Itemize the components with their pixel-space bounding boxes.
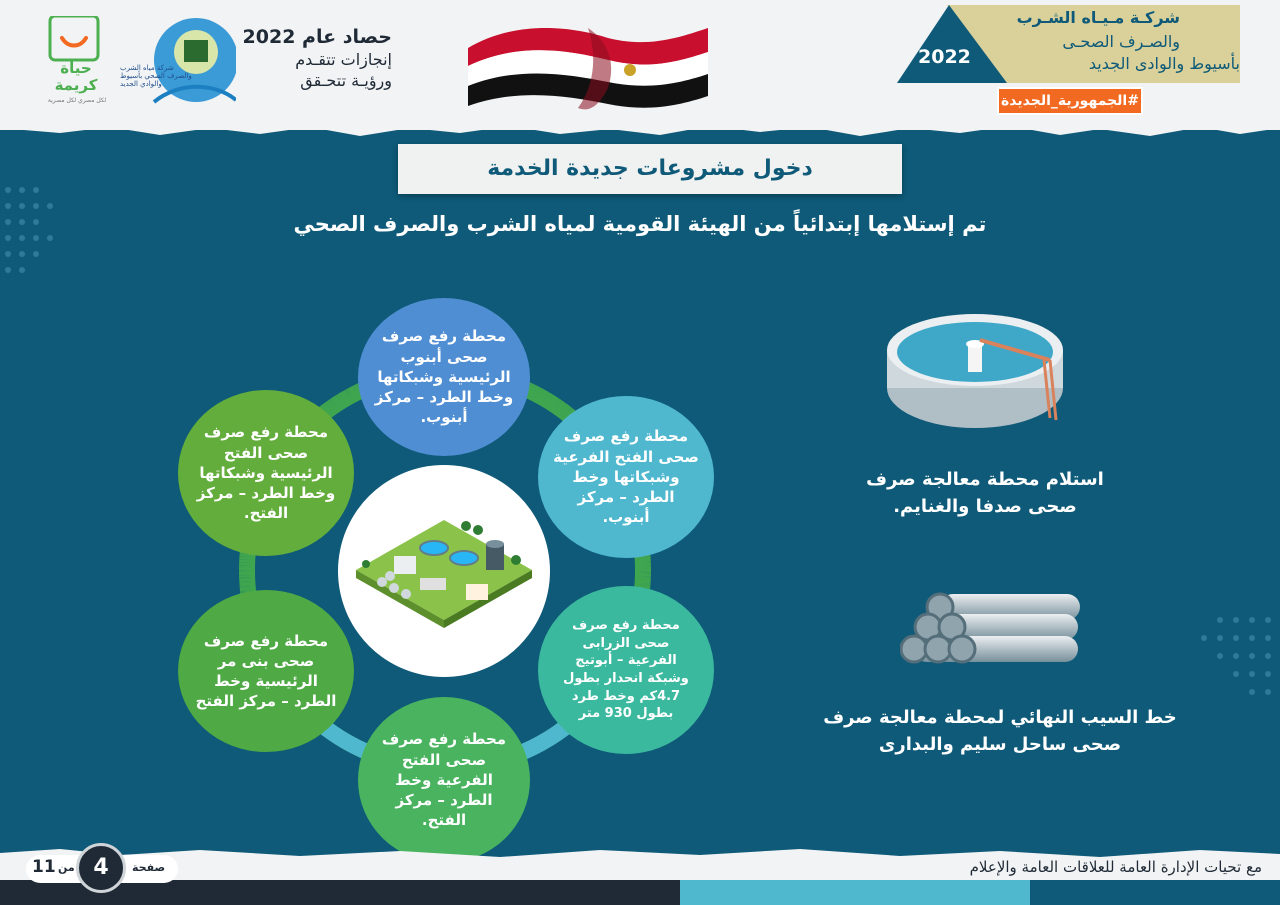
project-bubble-fath-main: محطة رفع صرف صحى الفتح الرئيسية وشبكاتها وخط الطرد – مركز الفتح. (178, 390, 354, 556)
harvest-line-1: إنجازات تتقـدم (295, 50, 392, 69)
right-item-treatment-plant: استلام محطة معالجة صرف صحى صدفا والغنايم. (866, 469, 1104, 517)
page-label: صفحة (132, 861, 166, 874)
page-number: 4 (76, 843, 126, 893)
year-triangle (897, 5, 1007, 83)
company-name-line-1: شركـة مـيـاه الشـرب (1016, 8, 1180, 27)
project-bubble-fath-abnoub: محطة رفع صرف صحى الفتح الفرعية وشبكاتها وخط الطرد – مركز أبنوب. (538, 396, 714, 558)
hayah-karima-wordmark: حياة كريمة (54, 59, 98, 94)
treatment-plant-illustration-icon (346, 500, 542, 630)
decorative-dots-right (1180, 610, 1280, 730)
egypt-flag-ribbon-icon (458, 8, 718, 112)
page-of-label: من (58, 861, 75, 874)
pipes-icon (900, 588, 1090, 688)
harvest-line-2: ورؤيـة تتحـقق (300, 71, 392, 90)
company-name-line-2: والصـرف الصحـى (1062, 32, 1180, 51)
company-name-line-3: بأسيوط والوادى الجديد (1088, 54, 1240, 73)
year-label: 2022 (918, 46, 971, 68)
harvest-block (243, 26, 392, 90)
main-title: دخول مشروعات جديدة الخدمة (487, 156, 813, 181)
right-item-pipeline: خط السيب النهائي لمحطة معالجة صرف صحى ساحل سليم والبدارى (823, 707, 1177, 755)
project-bubble-bani-mor: محطة رفع صرف صحى بنى مر الرئيسية وخط الطرد – مركز الفتح (178, 590, 354, 752)
company-logo-icon (118, 12, 236, 110)
project-bubble-abnoub-main: محطة رفع صرف صحى أبنوب الرئيسية وشبكاتها وخط الطرد – مركز أبنوب. (358, 298, 530, 456)
project-bubble-fath-branch: محطة رفع صرف صحى الفتح الفرعية وخط الطرد – مركز الفتح. (358, 697, 530, 863)
company-logo-text: شركة مياه الشرب والصرف الصحي بأسيوط والوادي الجديد (120, 64, 192, 88)
footer-credit: مع تحيات الإدارة العامة للعلاقات العامة والإعلام (969, 858, 1262, 876)
project-bubble-zarabi: محطة رفع صرف صحى الزرابى الفرعية – أبوتيج وشبكة انحدار بطول 4.7كم وخط طرد بطول 930 متر (538, 586, 714, 754)
main-subtitle: تم إستلامها إبتدائياً من الهيئة القومية لمياه الشرب والصرف الصحي (293, 212, 987, 236)
hashtag-badge: #الجمهورية_الجديدة (997, 87, 1143, 115)
treatment-tank-icon (880, 300, 1080, 440)
footer-stripes (0, 880, 1280, 905)
hayah-karima-tagline: لكل مصري لكل مصرية (47, 97, 107, 104)
header-torn-edge (0, 118, 1280, 142)
harvest-title: حصاد عام 2022 (242, 26, 392, 48)
total-pages: 11 (32, 857, 56, 877)
